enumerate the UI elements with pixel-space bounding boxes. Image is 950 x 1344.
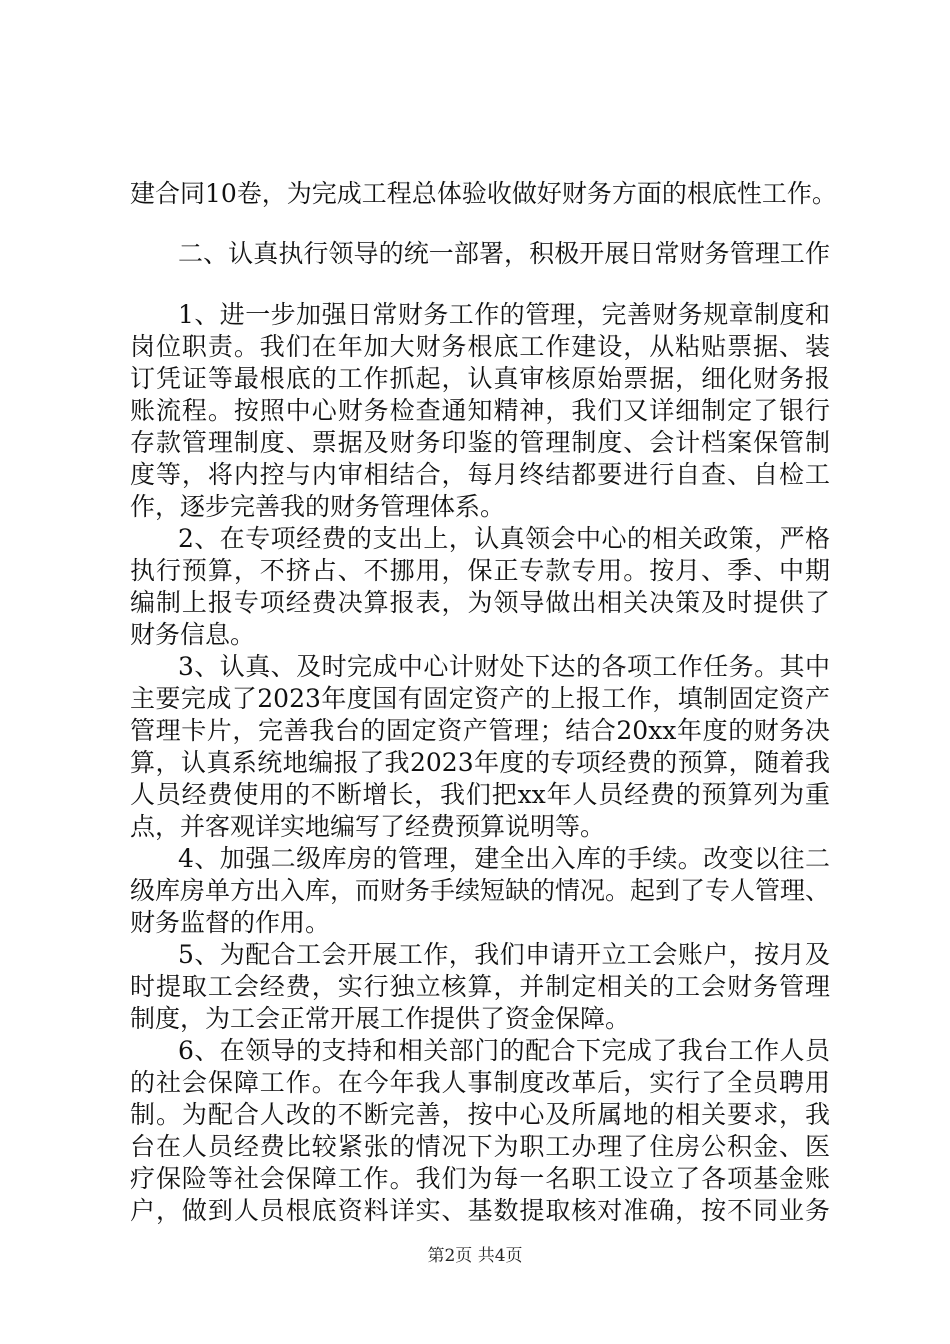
text-line: 的社会保障工作。在今年我人事制度改革后，实行了全员聘用 bbox=[130, 1068, 830, 1097]
text-line: 3、认真、及时完成中心计财处下达的各项工作任务。其中 bbox=[178, 652, 830, 681]
text-line: 5、为配合工会开展工作，我们申请开立工会账户，按月及 bbox=[178, 940, 830, 969]
text-line: 点，并客观详实地编写了经费预算说明等。 bbox=[130, 812, 606, 841]
text-line: 制。为配合人改的不断完善，按中心及所属地的相关要求，我 bbox=[130, 1100, 830, 1129]
text-line: 订凭证等最根底的工作抓起，认真审核原始票据，细化财务报 bbox=[130, 364, 830, 393]
text-line: 制度，为工会正常开展工作提供了资金保障。 bbox=[130, 1004, 631, 1033]
section-heading: 二、认真执行领导的统一部署，积极开展日常财务管理工作 bbox=[178, 239, 830, 268]
text-line: 岗位职责。我们在年加大财务根底工作建设，从粘贴票据、装 bbox=[130, 332, 830, 361]
text-line: 财务监督的作用。 bbox=[130, 908, 331, 937]
text-line: 算，认真系统地编报了我2023年度的专项经费的预算，随着我 bbox=[130, 748, 830, 777]
text-line: 财务信息。 bbox=[130, 620, 256, 649]
text-line: 作，逐步完善我的财务管理体系。 bbox=[130, 492, 506, 521]
text-line: 人员经费使用的不断增长，我们把xx年人员经费的预算列为重 bbox=[130, 780, 830, 809]
text-line: 1、进一步加强日常财务工作的管理，完善财务规章制度和 bbox=[178, 300, 830, 329]
text-line: 度等，将内控与内审相结合，每月终结都要进行自查、自检工 bbox=[130, 460, 830, 489]
text-line: 4、加强二级库房的管理，建全出入库的手续。改变以往二 bbox=[178, 844, 830, 873]
text-line: 级库房单方出入库，而财务手续短缺的情况。起到了专人管理、 bbox=[130, 876, 831, 905]
text-line: 6、在领导的支持和相关部门的配合下完成了我台工作人员 bbox=[178, 1036, 830, 1065]
text-line: 账流程。按照中心财务检查通知精神，我们又详细制定了银行 bbox=[130, 396, 830, 425]
text-line: 户，做到人员根底资料详实、基数提取核对准确，按不同业务 bbox=[130, 1196, 830, 1225]
text-line: 台在人员经费比较紧张的情况下为职工办理了住房公积金、医 bbox=[130, 1132, 830, 1161]
text-line: 疗保险等社会保障工作。我们为每一名职工设立了各项基金账 bbox=[130, 1164, 830, 1193]
text-line: 2、在专项经费的支出上，认真领会中心的相关政策，严格 bbox=[178, 524, 830, 553]
text-line: 编制上报专项经费决算报表，为领导做出相关决策及时提供了 bbox=[130, 588, 830, 617]
text-line: 建合同10卷，为完成工程总体验收做好财务方面的根底性工作。 bbox=[130, 179, 837, 208]
text-line: 主要完成了2023年度国有固定资产的上报工作，填制固定资产 bbox=[130, 684, 830, 713]
text-line: 时提取工会经费，实行独立核算，并制定相关的工会财务管理 bbox=[130, 972, 830, 1001]
text-line: 执行预算，不挤占、不挪用，保正专款专用。按月、季、中期 bbox=[130, 556, 830, 585]
page-footer: 第2页 共4页 bbox=[427, 1246, 523, 1266]
text-line: 存款管理制度、票据及财务印鉴的管理制度、会计档案保管制 bbox=[130, 428, 830, 457]
text-line: 管理卡片，完善我台的固定资产管理；结合20xx年度的财务决 bbox=[130, 716, 830, 745]
